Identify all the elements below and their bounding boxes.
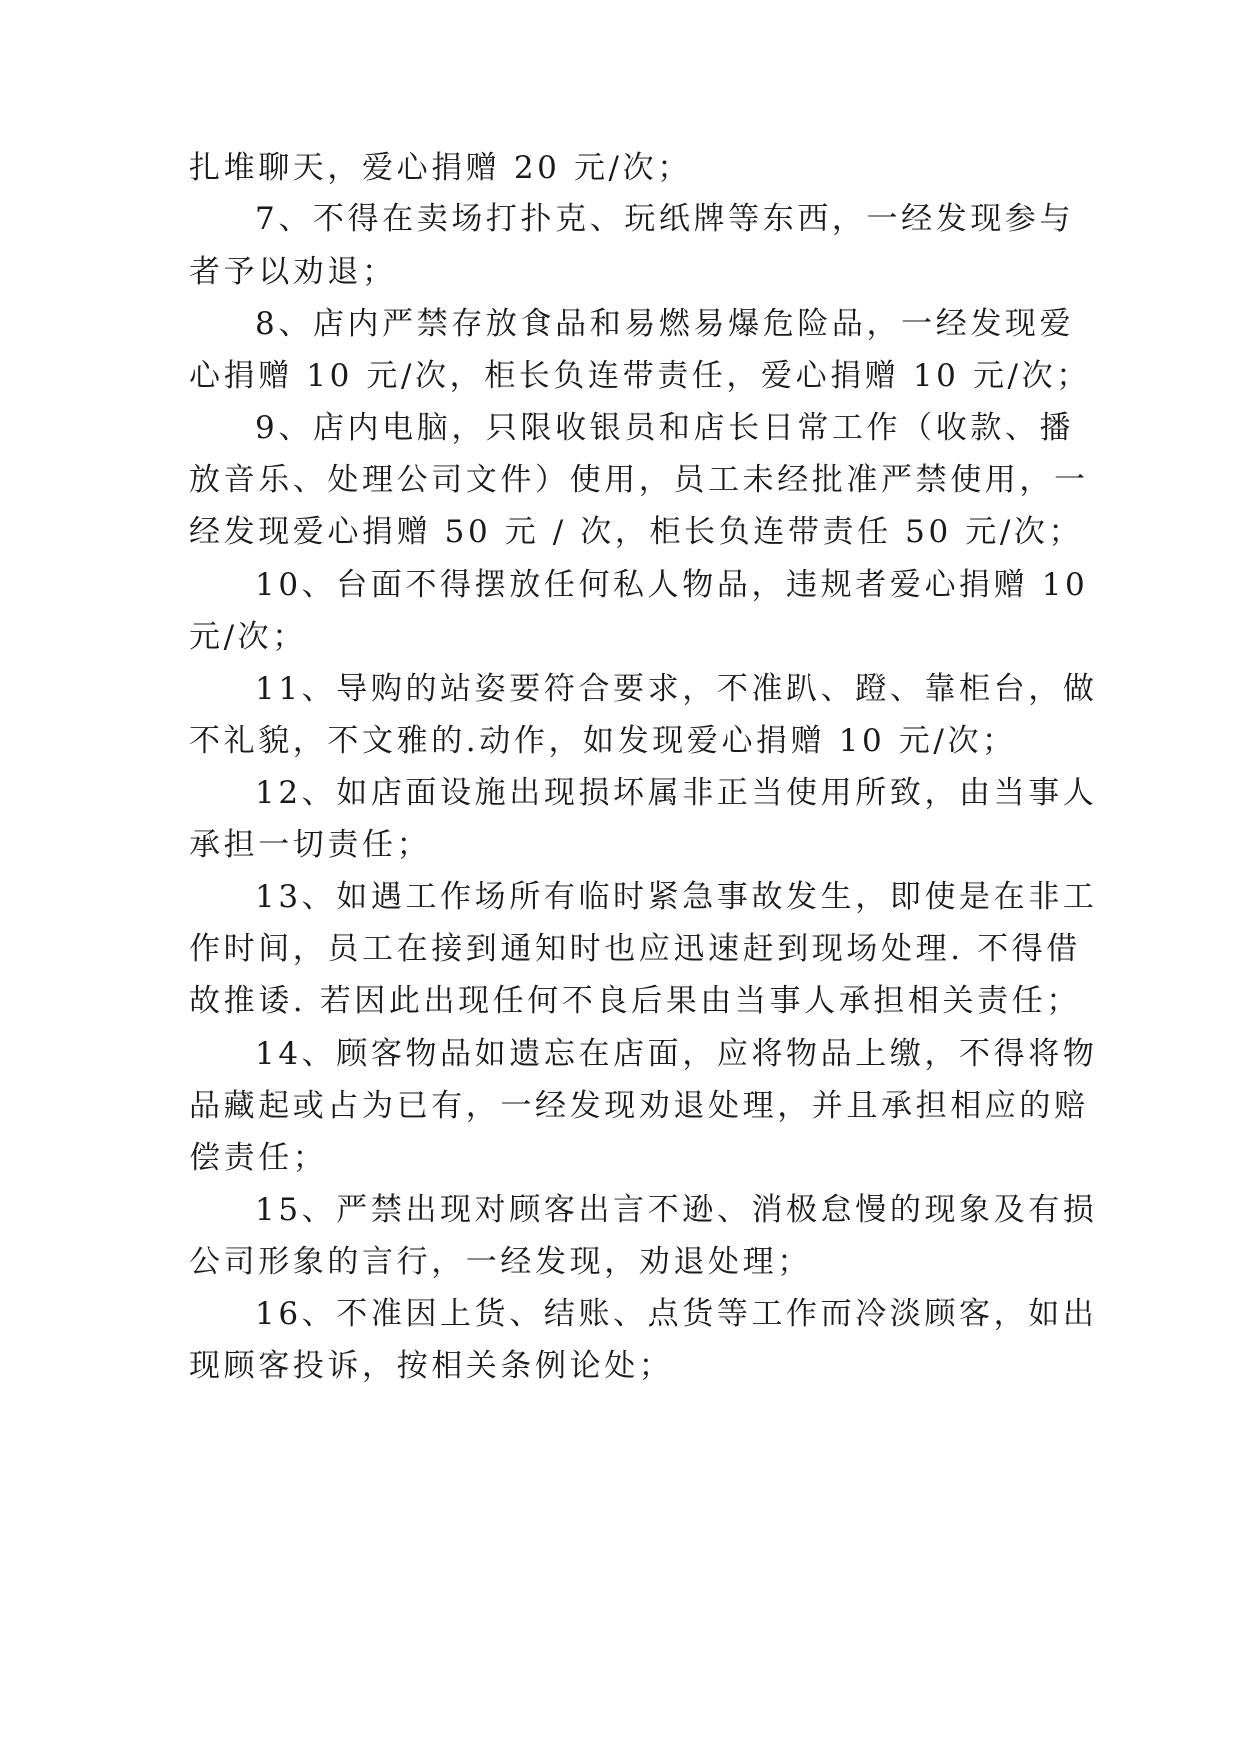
text-line: 14、顾客物品如遗忘在店面，应将物品上缴，不得将物 <box>255 1036 1098 1072</box>
text-line: 15、严禁出现对顾客出言不逊、消极怠慢的现象及有损 <box>255 1192 1098 1228</box>
text-line: 元/次； <box>189 619 307 655</box>
text-line: 者予以劝退； <box>189 254 397 290</box>
text-line: 7、不得在卖场打扑克、玩纸牌等东西，一经发现参与 <box>255 201 1075 237</box>
text-line: 不礼貌，不文雅的.动作，如发现爱心捐赠 10 元/次； <box>189 723 1017 759</box>
text-line: 公司形象的言行，一经发现，劝退处理； <box>189 1244 812 1280</box>
text-line: 扎堆聊天，爱心捐赠 20 元/次； <box>189 150 692 186</box>
text-line: 品藏起或占为已有，一经发现劝退处理，并且承担相应的赔 <box>189 1088 1089 1124</box>
text-line: 12、如店面设施出现损坏属非正当使用所致，由当事人 <box>255 775 1098 811</box>
text-line: 偿责任； <box>189 1140 328 1176</box>
text-line: 作时间，员工在接到通知时也应迅速赶到现场处理. 不得借 <box>189 931 1081 967</box>
text-line: 故推诿. 若因此出现任何不良后果由当事人承担相关责任； <box>189 983 1081 1019</box>
text-line: 11、导购的站姿要符合要求，不准趴、蹬、靠柜台，做 <box>255 671 1098 707</box>
text-line: 放音乐、处理公司文件）使用，员工未经批准严禁使用，一 <box>189 462 1089 498</box>
text-line: 经发现爱心捐赠 50 元 / 次，柜长负连带责任 50 元/次； <box>189 514 1084 550</box>
text-line: 9、店内电脑，只限收银员和店长日常工作（收款、播 <box>255 410 1075 446</box>
text-line: 心捐赠 10 元/次，柜长负连带责任，爱心捐赠 10 元/次； <box>189 358 1091 394</box>
text-line: 8、店内严禁存放食品和易燃易爆危险品，一经发现爱 <box>255 306 1075 342</box>
text-line: 10、台面不得摆放任何私人物品，违规者爱心捐赠 10 <box>255 567 1089 603</box>
text-line: 现顾客投诉，按相关条例论处； <box>189 1348 674 1384</box>
text-line: 承担一切责任； <box>189 827 432 863</box>
text-line: 16、不准因上货、结账、点货等工作而冷淡顾客，如出 <box>255 1296 1098 1332</box>
text-line: 13、如遇工作场所有临时紧急事故发生，即使是在非工 <box>255 879 1098 915</box>
